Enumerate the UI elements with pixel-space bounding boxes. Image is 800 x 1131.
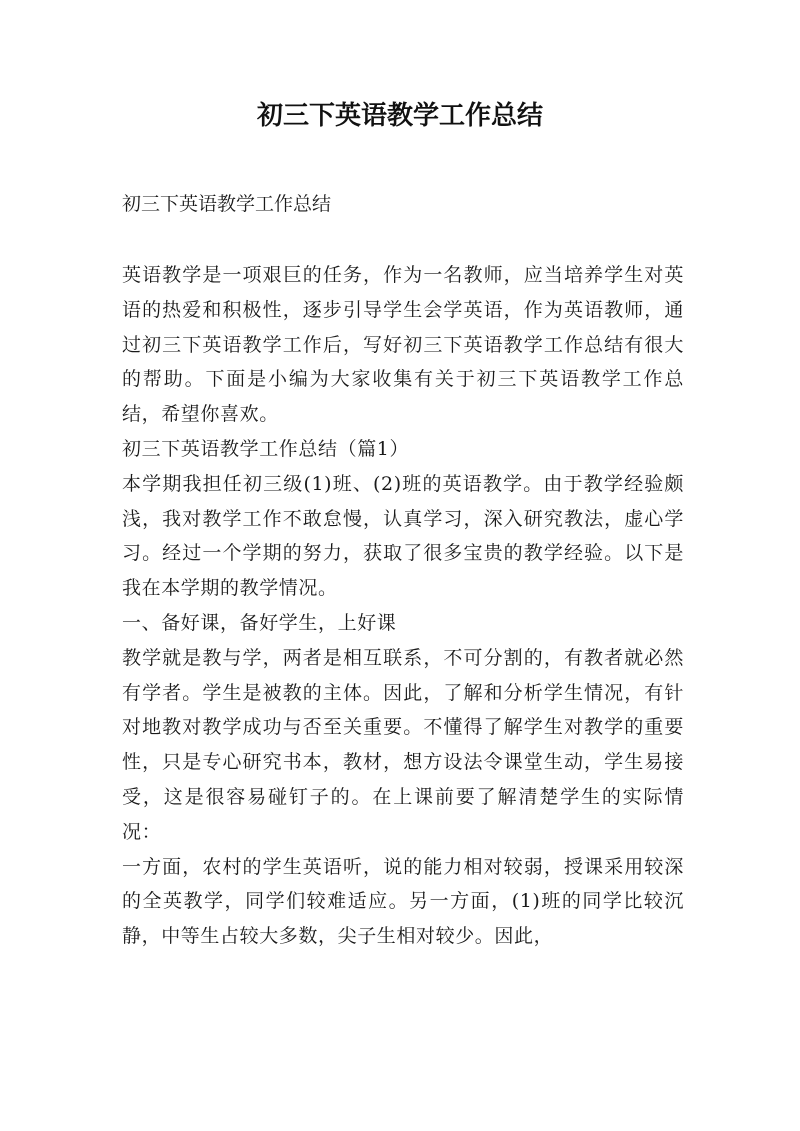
body-paragraph: 一方面，农村的学生英语听，说的能力相对较弱，授课采用较深的全英教学，同学们较难适应。另一方面，(1)班的同学比较沉静，中等生占较大多数，尖子生相对较少。因此，: [122, 855, 684, 948]
body-paragraph: 教学就是教与学，两者是相互联系，不可分割的，有教者就必然有学者。学生是被教的主体。因此，了解和分析学生情况，有针对地教对教学成功与否至关重要。不懂得了解学生对教学的重要性，只是专心研究书本，教材，想方设法令课堂生动，学生易接受，这是很容易碰钉子的。在上课前要了解清楚学生的实际情况：: [122, 646, 684, 843]
section-heading: 初三下英语教学工作总结（篇1）: [122, 437, 410, 460]
document-body: [122, 258, 684, 954]
body-paragraph: 本学期我担任初三级(1)班、(2)班的英语教学。由于教学经验颇浅，我对教学工作不敢怠慢，认真学习，深入研究教法，虚心学习。经过一个学期的努力，获取了很多宝贵的教学经验。以下是我在本学期的教学情况。: [122, 472, 684, 600]
document-title: 初三下英语教学工作总结: [256, 101, 543, 131]
subsection-heading: 一、备好课，备好学生，上好课: [122, 611, 397, 634]
document-subtitle: 初三下英语教学工作总结: [122, 193, 332, 215]
intro-paragraph: 英语教学是一项艰巨的任务，作为一名教师，应当培养学生对英语的热爱和积极性，逐步引导学生会学英语，作为英语教师，通过初三下英语教学工作后，写好初三下英语教学工作总结有很大的帮助。下面是小编为大家收集有关于初三下英语教学工作总结，希望你喜欢。: [122, 264, 684, 426]
